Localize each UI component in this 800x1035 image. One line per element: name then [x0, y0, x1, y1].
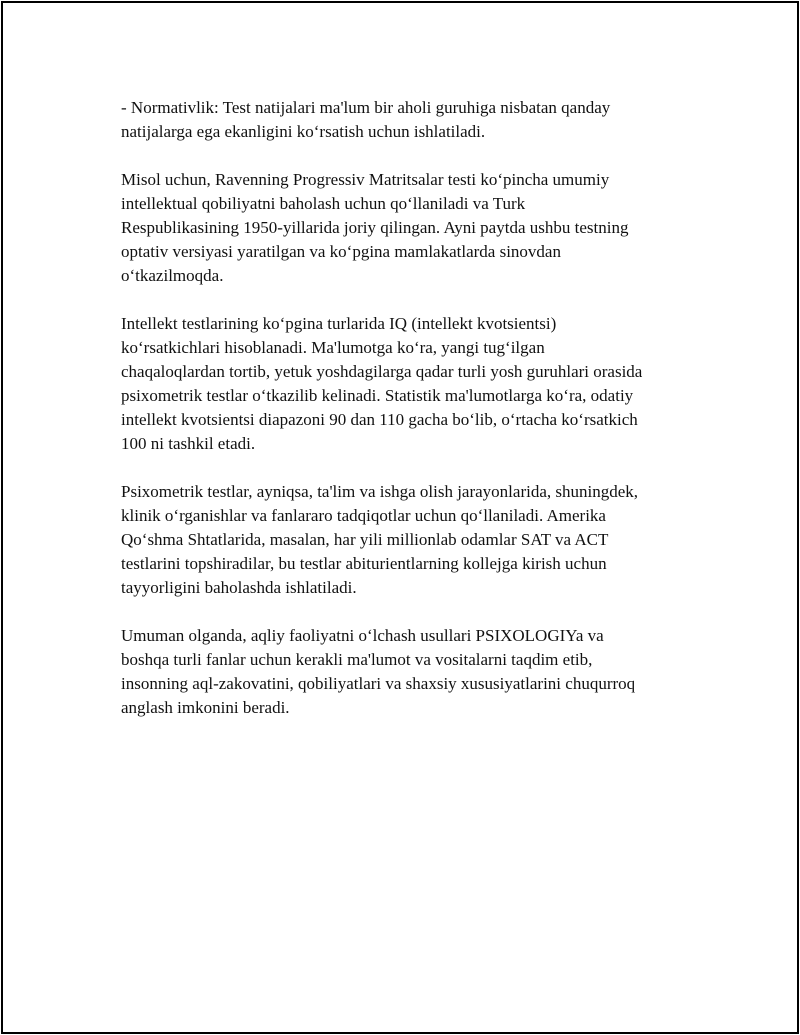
paragraph-normativlik: - Normativlik: Test natijalari ma'lum bir aholi guruhiga nisbatan qanday natijalarga ega ekanligini ko‘rsatish uchun ishlatiladi.: [121, 98, 611, 141]
paragraph-psychometric-usage: Psixometrik testlar, ayniqsa, ta'lim va ishga olish jarayonlarida, shuningdek, klinik o‘rganishlar va fanlararo tadqiqotlar uchun qo‘llaniladi. Amerika Qo‘shma Shtatlarida, masalan, har yili millionlab odamlar SAT va ACT testlarini topshiradilar, bu testlar abiturientlarning kollejga kirish uchun tayyorligini baholashda ishlatiladi.: [121, 482, 639, 597]
paragraph-conclusion: Umuman olganda, aqliy faoliyatni o‘lchash usullari PSIXOLOGIYa va boshqa turli fanlar uchun kerakli ma'lumot va vositalarni taqdim etib, insonning aql-zakovatini, qobiliyatlari va shaxsiy xususiyatlarini chuqurroq anglash imkonini beradi.: [121, 626, 636, 717]
paragraph-raven-test: Misol uchun, Ravenning Progressiv Matritsalar testi ko‘pincha umumiy intellektual qobiliyatni baholash uchun qo‘llaniladi va Turk Respublikasining 1950-yillarida joriy qilingan. Ayni paytda ushbu testning optativ versiyasi yaratilgan va ko‘pgina mamlakatlarda sinovdan o‘tkazilmoqda.: [121, 170, 629, 285]
document-page: [1, 1, 799, 1034]
paragraph-iq-scores: Intellekt testlarining ko‘pgina turlarida IQ (intellekt kvotsientsi) ko‘rsatkichlari hisoblanadi. Ma'lumotga ko‘ra, yangi tug‘ilgan chaqaloqlardan tortib, yetuk yoshdagilarga qadar turli yosh guruhlari orasida psixometrik testlar o‘tkazilib kelinadi. Statistik ma'lumotlarga ko‘ra, odatiy intellekt kvotsientsi diapazoni 90 dan 110 gacha bo‘lib, o‘rtacha ko‘rsatkich 100 ni tashkil etadi.: [121, 314, 643, 453]
document-body: [121, 96, 701, 744]
